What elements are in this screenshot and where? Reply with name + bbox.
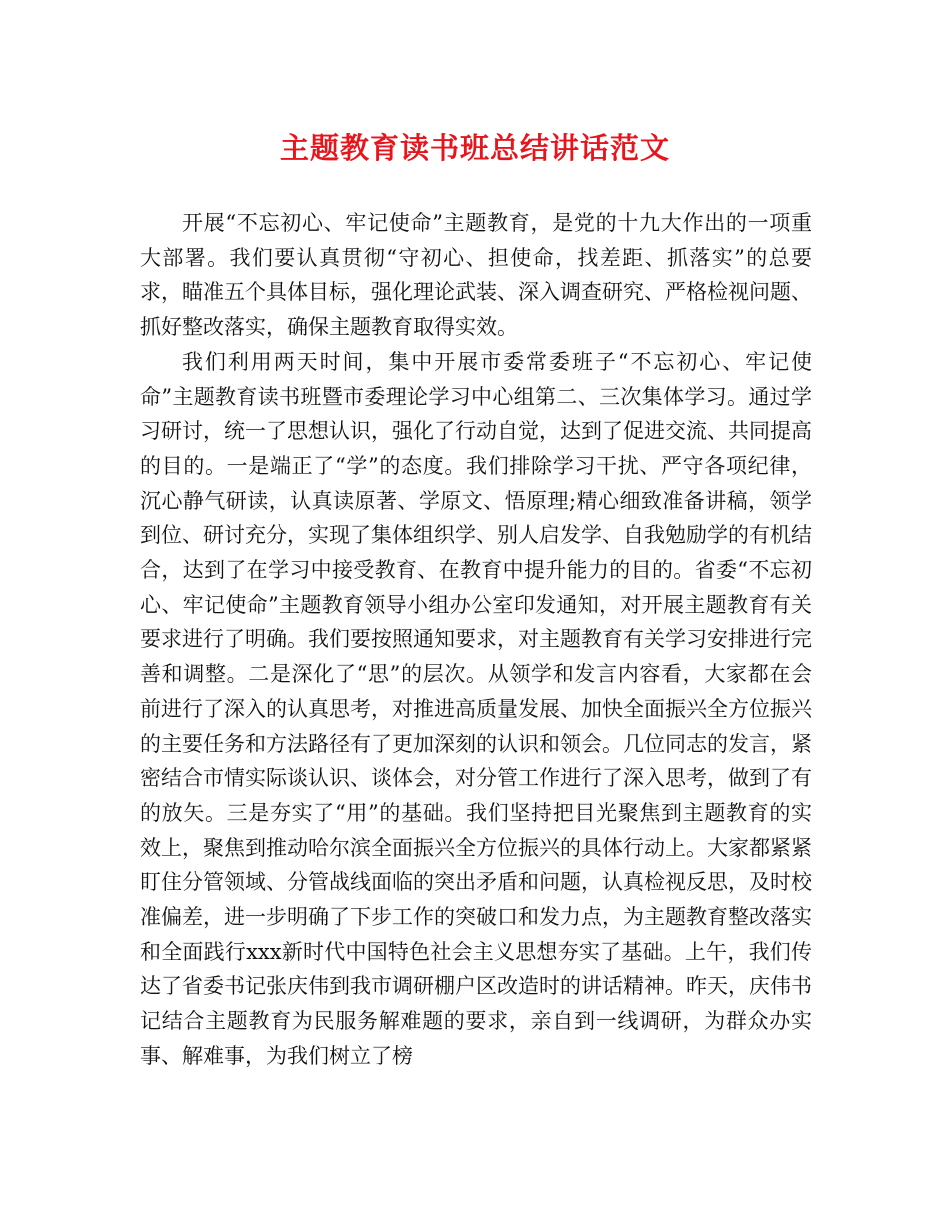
paragraph-1: 开展“不忘初心、牢记使命”主题教育，是党的十九大作出的一项重大部署。我们要认真贯彻“守初心、担使命，找差距、抓落实”的总要求，瞄准五个具体目标，强化理论武装、深入调查研究、严格检视问题、抓好整改落实，确保主题教育取得实效。 <box>140 211 812 340</box>
document-body <box>140 206 812 1074</box>
paragraph-2: 我们利用两天时间，集中开展市委常委班子“不忘初心、牢记使命”主题教育读书班暨市委理论学习中心组第二、三次集体学习。通过学习研讨，统一了思想认识，强化了行动自觉，达到了促进交流、共同提高的目的。一是端正了“学”的态度。我们排除学习干扰、严守各项纪律，沉心静气研读，认真读原著、学原文、悟原理;精心细致准备讲稿，领学到位、研讨充分，实现了集体组织学、别人启发学、自我勉励学的有机结合，达到了在学习中接受教育、在教育中提升能力的目的。省委“不忘初心、牢记使命”主题教育领导小组办公室印发通知，对开展主题教育有关要求进行了明确。我们要按照通知要求，对主题教育有关学习安排进行完善和调整。二是深化了“思”的层次。从领学和发言内容看，大家都在会前进行了深入的认真思考，对推进高质量发展、加快全面振兴全方位振兴的主要任务和方法路径有了更加深刻的认识和领会。几位同志的发言，紧密结合市情实际谈认识、谈体会，对分管工作进行了深入思考，做到了有的放矢。三是夯实了“用”的基础。我们坚持把目光聚焦到主题教育的实效上，聚焦到推动哈尔滨全面振兴全方位振兴的具体行动上。大家都紧紧盯住分管领域、分管战线面临的突出矛盾和问题，认真检视反思，及时校准偏差，进一步明确了下步工作的突破口和发力点，为主题教育整改落实和全面践行xxx新时代中国特色社会主义思想夯实了基础。上午，我们传达了省委书记张庆伟到我市调研棚户区改造时的讲话精神。昨天，庆伟书记结合主题教育为民服务解难题的要求，亲自到一线调研，为群众办实事、解难事，为我们树立了榜 <box>140 349 812 1068</box>
document-title: 主题教育读书班总结讲话范文 <box>279 131 670 165</box>
